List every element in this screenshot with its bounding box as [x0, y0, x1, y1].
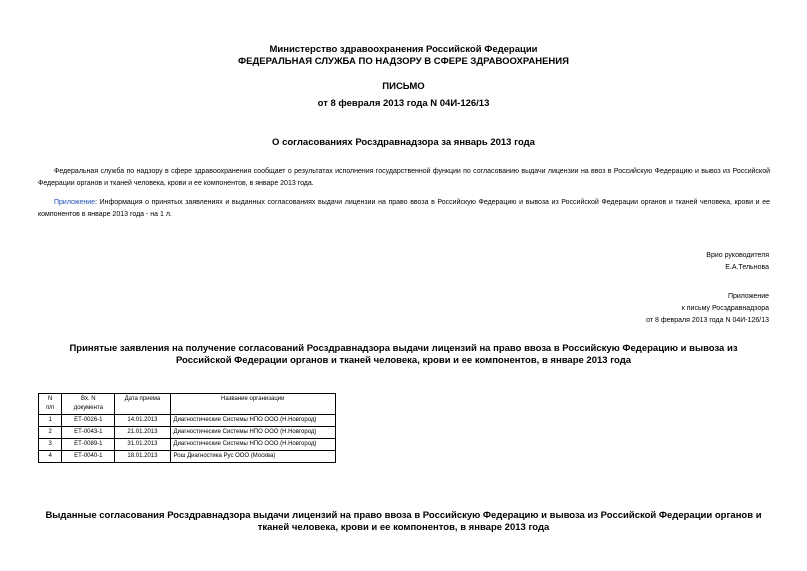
cell-organization: Диагностические Системы НПО ООО (Н.Новгород) — [170, 415, 335, 427]
col-header-organization: Название организации — [170, 394, 335, 415]
table-row — [39, 415, 336, 427]
signature-block — [706, 250, 769, 274]
table-row — [39, 427, 336, 439]
appendix-reference — [646, 291, 769, 327]
cell-doc-number: ЕТ-0026-1 — [62, 415, 115, 427]
cell-number: 1 — [39, 415, 62, 427]
appendix-line-2: к письму Росздравнадзора — [681, 305, 769, 312]
doc-subject: О согласованиях Росздравнадзора за январь 2013 года — [272, 137, 535, 148]
doc-date-number: от 8 февраля 2013 года N 04И-126/13 — [317, 98, 490, 109]
cell-organization: Диагностические Системы НПО ООО (Н.Новгород) — [170, 439, 335, 451]
signer-name: Е.А.Тельнова — [725, 264, 769, 271]
cell-number: 3 — [39, 439, 62, 451]
service-heading: ФЕДЕРАЛЬНАЯ СЛУЖБА ПО НАДЗОРУ В СФЕРЕ ЗДРАВООХРАНЕНИЯ — [238, 56, 569, 67]
cell-date: 14.01.2013 — [115, 415, 170, 427]
appendix-line-3: от 8 февраля 2013 года N 04И-126/13 — [646, 317, 769, 324]
cell-doc-number: ЕТ-0089-1 — [62, 439, 115, 451]
table-header-row — [39, 394, 336, 415]
cell-doc-number: ЕТ-0040-1 — [62, 451, 115, 463]
cell-date: 31.01.2013 — [115, 439, 170, 451]
cell-number: 4 — [39, 451, 62, 463]
ministry-heading: Министерство здравоохранения Российской Федерации — [269, 44, 538, 55]
attachment-text: : Информация о принятых заявлениях и выданных согласованиях выдачи лицензии на право ввоза в Российскую Федерацию и вывоза из Российской Федерации органов и тканей человека, крови и ее компонентов в январе 2013 года - на 1 л. — [38, 199, 770, 218]
section-title-issued: Выданные согласования Росздравнадзора выдачи лицензий на право ввоза в Российскую Федерацию и вывоза из Российской Федерации органов и тканей человека, крови и ее компонентов, в январе 2013 года — [45, 510, 762, 533]
cell-number: 2 — [39, 427, 62, 439]
cell-organization: Диагностические Системы НПО ООО (Н.Новгород) — [170, 427, 335, 439]
attachment-link[interactable]: Приложение — [54, 199, 96, 206]
cell-organization: Рош Диагностика Рус ООО (Москва) — [170, 451, 335, 463]
cell-doc-number: ЕТ-0043-1 — [62, 427, 115, 439]
col-header-number: N п/п — [39, 394, 62, 415]
appendix-line-1: Приложение — [727, 293, 769, 300]
cell-date: 18.01.2013 — [115, 451, 170, 463]
applications-table — [38, 393, 336, 463]
doc-type-heading: ПИСЬМО — [382, 81, 425, 92]
table-row — [39, 439, 336, 451]
section-title-accepted: Принятые заявления на получение согласований Росздравнадзора выдачи лицензий на право ввоза в Российскую Федерацию и вывоза из Российской Федерации органов и тканей человека, крови и ее компонентов, в январе 2013 года — [69, 343, 738, 366]
table-row — [39, 451, 336, 463]
signer-position: Врио руководителя — [706, 252, 769, 259]
cell-date: 21.01.2013 — [115, 427, 170, 439]
body-paragraph: Федеральная служба по надзору в сфере здравоохранения сообщает о результатах исполнения государственной функции по согласованию выдачи лицензии на ввоз в Российскую Федерацию и вывоз из Российской Федерации органов и тканей человека, крови и ее компонентов, в январе 2013 года. — [38, 168, 770, 187]
col-header-doc-number: Вх. N документа — [62, 394, 115, 415]
col-header-date: Дата приема — [115, 394, 170, 415]
attachment-paragraph — [38, 197, 770, 221]
